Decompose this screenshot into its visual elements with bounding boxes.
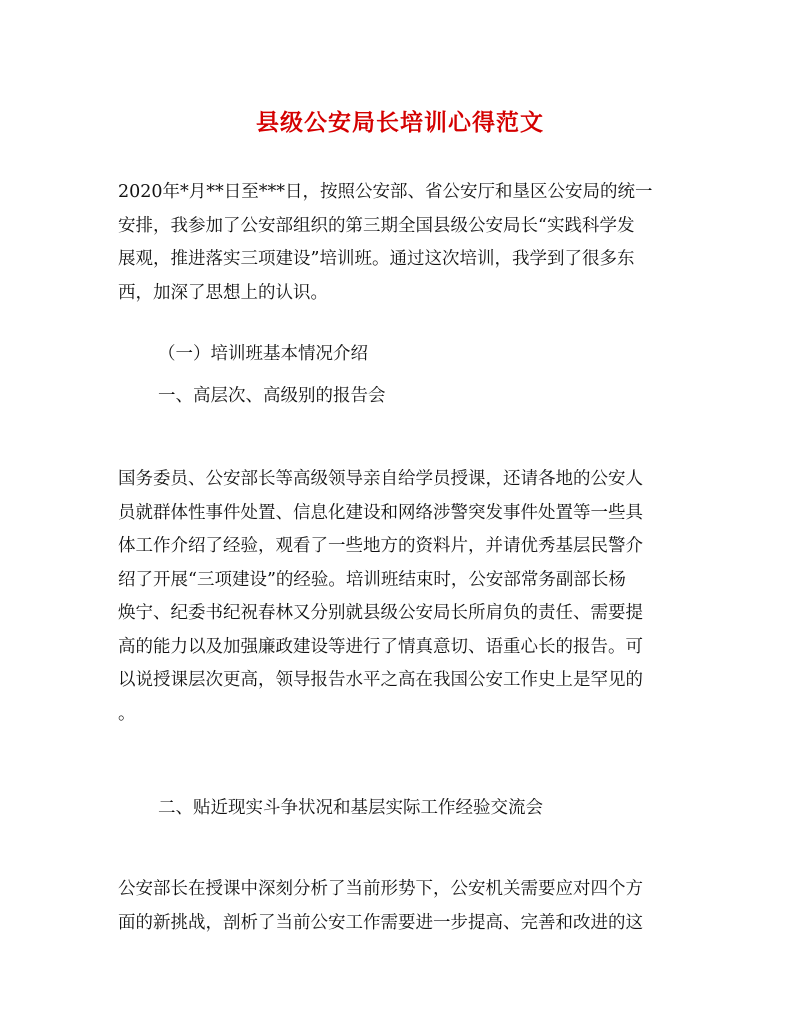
paragraph-line: 公安部长在授课中深刻分析了当前形势下，公安机关需要应对四个方 xyxy=(118,879,643,899)
paragraph-line: 面的新挑战，剖析了当前公安工作需要进一步提高、完善和改进的这 xyxy=(118,912,643,933)
document-title: 县级公安局长培训心得范文 xyxy=(256,109,544,136)
sub-heading-1: 一、高层次、高级别的报告会 xyxy=(158,386,386,406)
paragraph-line: 安排，我参加了公安部组织的第三期全国县级公安局长“实践科学发 xyxy=(118,215,635,236)
paragraph-line: 焕宁、纪委书纪祝春林又分别就县级公安局长所肩负的责任、需要提 xyxy=(118,603,643,623)
paragraph-line: 高的能力以及加强廉政建设等进行了情真意切、语重心长的报告。可 xyxy=(118,636,643,657)
paragraph-line: 。 xyxy=(118,703,136,724)
paragraph-line: 展观，推进落实三项建设”培训班。通过这次培训，我学到了很多东 xyxy=(118,249,635,269)
paragraph-line: 员就群体性事件处置、信息化建设和网络涉警突发事件处置等一些具 xyxy=(118,502,643,523)
paragraph-1 xyxy=(118,463,666,731)
section-heading: （一）培训班基本情况介绍 xyxy=(158,344,368,364)
paragraph-line: 以说授课层次更高，领导报告水平之高在我国公安工作史上是罕见的 xyxy=(118,670,643,690)
paragraph-2 xyxy=(118,873,666,940)
paragraph-line: 体工作介绍了经验，观看了一些地方的资料片，并请优秀基层民警介 xyxy=(118,536,643,556)
paragraph-line: 国务委员、公安部长等高级领导亲自给学员授课，还请各地的公安人 xyxy=(118,469,643,489)
paragraph-line: 2020年*月**日至***日，按照公安部、省公安厅和垦区公安局的统一 xyxy=(118,182,653,202)
intro-paragraph xyxy=(118,176,666,310)
sub-heading-2: 二、贴近现实斗争状况和基层实际工作经验交流会 xyxy=(158,798,543,818)
paragraph-line: 绍了开展“三项建设”的经验。培训班结束时，公安部常务副部长杨 xyxy=(118,569,626,590)
paragraph-line: 西，加深了思想上的认识。 xyxy=(118,282,328,303)
